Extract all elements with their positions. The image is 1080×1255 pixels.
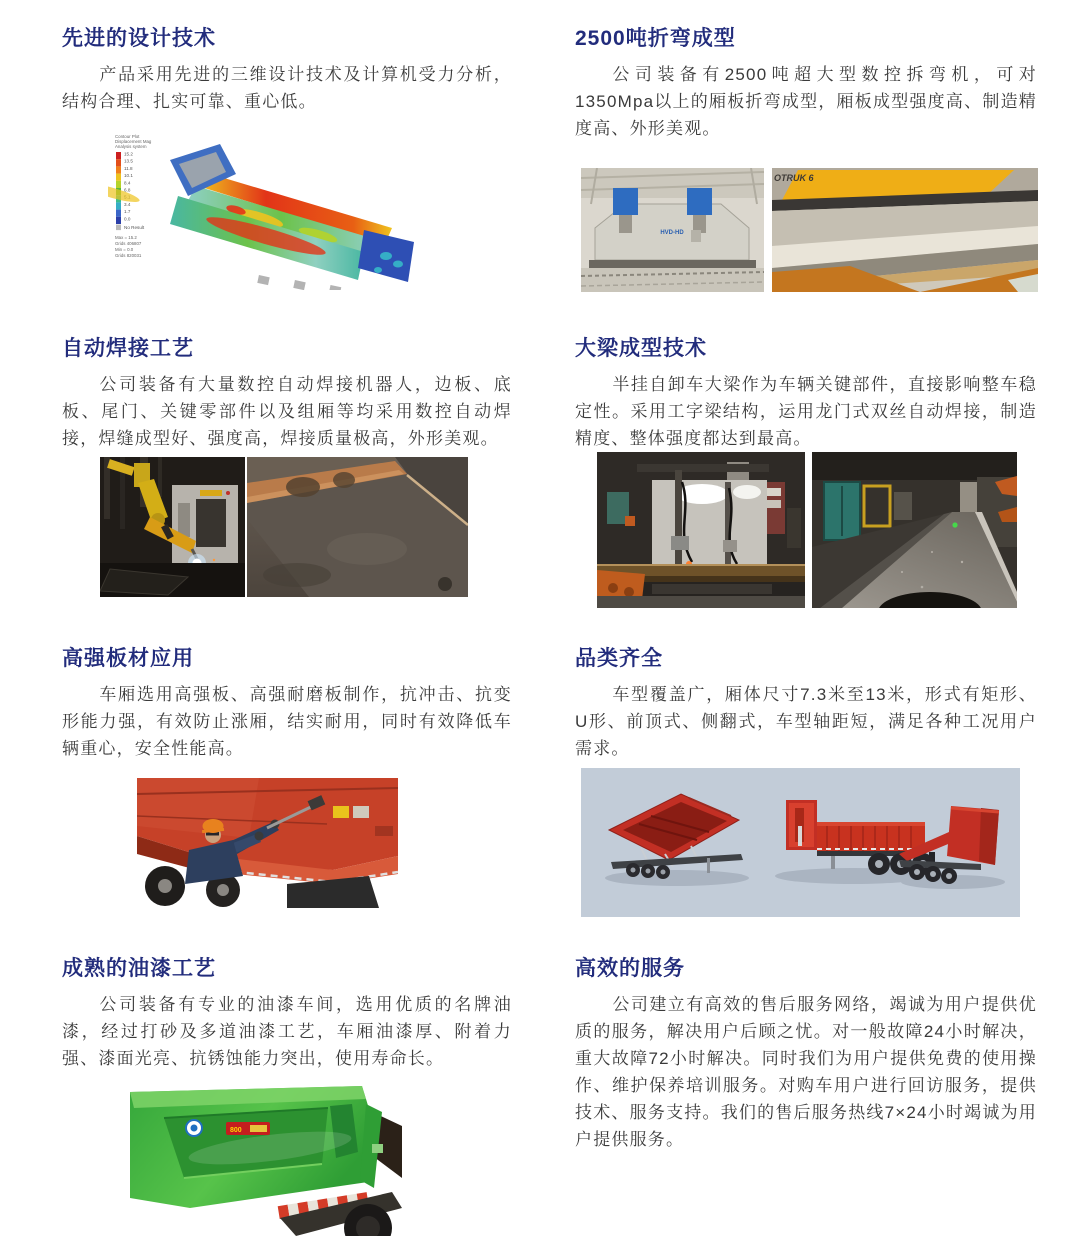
warning-label [333,806,349,818]
hammer-test-scene [137,778,398,908]
trailer-lineup-image [581,768,1020,917]
body-stickers [186,1120,270,1136]
svg-text:13.5: 13.5 [124,158,133,164]
section-paint-process [62,952,512,1072]
section-title: 品类齐全 [575,647,663,670]
svg-text:No Result: No Result [124,225,145,230]
formed-panel-closeup [772,168,1038,292]
section-body: 车厢选用高强板、高强耐磨板制作，抗冲击、抗变形能力强，有效防止涨厢，结实耐用，同时有效降低车辆重心，安全性能高。 [62,685,512,758]
welding-equipment-cabinet [172,485,238,563]
svg-text:15.2: 15.2 [124,151,133,157]
press-brake-brand-label: HVD-HD [660,230,684,236]
section-efficient-service [575,952,1037,1153]
section-product-variety [575,642,1037,762]
gantry-welding-photo [597,452,805,608]
svg-text:8.4: 8.4 [124,180,131,186]
svg-text:Grids 406807: Grids 406807 [115,241,142,246]
section-title: 成熟的油漆工艺 [62,957,216,980]
section-body: 公司建立有高效的售后服务网络，竭诚为用户提供优质的服务，解决用户后顾之忧。对一般故障24小时解决，重大故障72小时解决。同时我们为用户提供免费的使用操作、维护保养培训服务。对购车用户进行回访服务，提供技术、服务支持。我们的售后服务热线7×24小时竭诚为用户提供服务。 [575,995,1037,1149]
fea-analysis-image [108,130,438,290]
section-title: 先进的设计技术 [62,27,216,50]
long-beam-scene [812,452,1017,608]
section-title: 高强板材应用 [62,647,194,670]
hydraulic-box-right [687,188,712,215]
bent-panel-photo [772,168,1038,292]
section-title: 自动焊接工艺 [62,337,194,360]
welding-robot-scene [100,457,245,597]
svg-text:10.1: 10.1 [124,173,133,179]
hydraulic-box-left [613,188,638,215]
legend-heading-line: Contour Plot [115,134,140,139]
section-title: 2500吨折弯成型 [575,27,736,50]
legend-heading-line: Analysis system [115,144,147,149]
factory-floor [581,268,764,292]
section-bending-forming [575,22,1037,142]
legend-heading-line: Displacement Mag [115,139,152,144]
section-body: 半挂自卸车大梁作为车辆关键部件，直接影响整车稳定性。采用工字梁结构，运用龙门式双丝自动焊接，制造精度、整体强度都达到最高。 [575,375,1037,448]
svg-text:11.8: 11.8 [124,165,133,171]
svg-text:Max = 15.2: Max = 15.2 [115,235,137,240]
weld-seam-photo [247,457,468,597]
section-title: 高效的服务 [575,957,685,980]
section-body: 公司装备有2500吨超大型数控拆弯机，可对1350Mpa以上的厢板折弯成型，厢板成型强度高、制造精度高、外形美观。 [575,65,1037,138]
section-title: 大梁成型技术 [575,337,707,360]
section-body: 产品采用先进的三维设计技术及计算机受力分析，结构合理、扎实可靠、重心低。 [62,65,512,111]
svg-text:1.7: 1.7 [124,209,131,215]
gantry-welder-scene [597,452,805,608]
section-auto-welding [62,332,512,452]
svg-text:3.4: 3.4 [124,201,131,207]
green-truck-paint-photo [130,1086,402,1236]
panel-stripes [772,168,1038,292]
press-brake-photo [581,168,764,292]
section-advanced-design [62,22,512,115]
svg-text:Grids 820031: Grids 820031 [115,253,142,258]
warning-label [353,806,369,818]
section-high-strength-plate [62,642,512,762]
section-body: 公司装备有专业的油漆车间，选用优质的名牌油漆，经过打砂及多道油漆工艺，车厢油漆厚、附着力强、漆面光亮、抗锈蚀能力突出，使用寿命长。 [62,995,512,1068]
svg-text:Min = 0.0: Min = 0.0 [115,247,134,252]
fea-contour-plot [108,130,438,290]
beam-workshop-photo [812,452,1017,608]
svg-text:800: 800 [230,1127,242,1134]
svg-text:0.0: 0.0 [124,216,131,222]
section-beam-forming [575,332,1037,452]
press-brake-machine [581,168,764,292]
section-body: 车型覆盖广，厢体尺寸7.3米至13米，形式有矩形、U形、前顶式、侧翻式，车型轴距短，满足各种工况用户需求。 [575,685,1037,758]
panel-brand-label: OTRUK 6 [774,173,814,183]
welding-robot-photo [100,457,245,597]
workshop-floor [100,563,245,597]
svg-text:6.8: 6.8 [124,187,131,193]
section-body: 公司装备有大量数控自动焊接机器人，边板、底板、尾门、关键零部件以及组厢等均采用数控自动焊接，焊缝成型好、强度高，焊接质量极高，外形美观。 [62,375,512,448]
painted-dump-body [130,1086,402,1236]
weld-seam-closeup [247,457,468,597]
trailer-lineup [581,768,1020,917]
red-truck-hammer-photo [137,778,398,908]
